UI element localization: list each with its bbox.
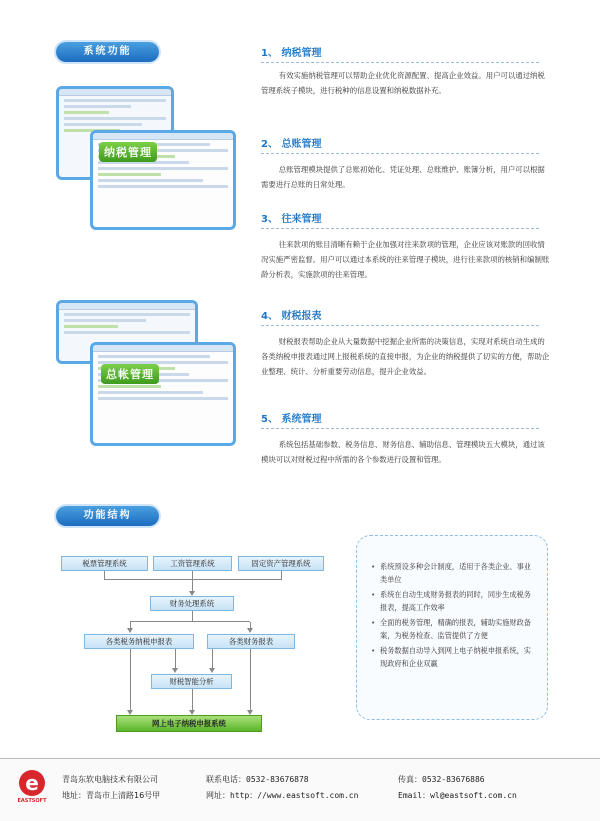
module-3-text: 往来款项的账目清晰有赖于企业加强对往来款项的管理，企业应该对账款的回收情况实施严密监督。用户可以通过本系统的往来管理子模块，进行往来款项的核销和编制账龄分析表，实施款项的往来管理。: [261, 240, 550, 279]
bullet-item: • 税务数据自动导入到网上电子纳税申报系统，实现政府和企业双赢: [371, 644, 537, 670]
module-4-title: 4、 财税报表: [261, 311, 322, 322]
features-section-header: 系统功能: [56, 42, 159, 62]
company-name: 青岛东软电脑技术有限公司: [62, 775, 158, 784]
diagram-box-tax-invoice: 税票管理系统: [61, 556, 148, 571]
module-2-text: 总账管理模块提供了总账初始化、凭证处理、总账维护、账簿分析，用户可以根据需要进行总账的日常处理。: [261, 165, 545, 189]
website-link[interactable]: 网址：http：//www.eastsoft.com.cn: [206, 791, 359, 800]
module-5-text: 系统包括基础参数、税务信息、财务信息、辅助信息、管理模块五大模块，通过该模块可以对财税过程中所需的各个参数进行设置和管理。: [261, 440, 545, 464]
svg-text:e: e: [25, 771, 39, 795]
diagram-connector: [104, 571, 105, 579]
diagram-connector: [250, 649, 251, 710]
diagram-connector: [130, 621, 250, 622]
module-1-divider: [261, 62, 539, 63]
diagram-connector: [104, 579, 282, 580]
diagram-box-e-filing: 网上电子纳税申报系统: [116, 715, 262, 732]
diagram-connector: [192, 571, 193, 579]
features-bullet-panel: [356, 535, 548, 720]
module-2-title: 2、 总账管理: [261, 139, 322, 150]
diagram-box-fixed-assets: 固定资产管理系统: [238, 556, 324, 571]
module-4-text: 财税报表帮助企业从大量数据中挖掘企业所需的决策信息，实现对系统自动生成的各类纳税申报表通过网上报税系统的直接申报，为企业的纳税提供了切实的方便，帮助企业整理、统计、分析重要劳动信息，提升企业效益。: [261, 337, 550, 376]
diagram-arrow: [209, 668, 215, 673]
diagram-connector: [175, 649, 176, 669]
company-address: 地址：青岛市上清路16号甲: [62, 791, 161, 800]
diagram-box-financial-reports: 各类财务报表: [207, 634, 295, 649]
bullet-item: • 系统在自动生成财务报表的同时，同步生成税务报表，提高工作效率: [371, 588, 537, 614]
module-3-title: 3、 往来管理: [261, 214, 322, 225]
bullet-item: • 全面的税务管理，精确的报表，辅助实施财政备案，为税务检查、监管提供了方便: [371, 616, 537, 642]
module-4-divider: [261, 325, 539, 326]
diagram-arrow: [247, 628, 253, 633]
diagram-box-analysis: 财税智能分析: [151, 674, 232, 689]
footer: [0, 758, 600, 821]
company-logo: [16, 769, 48, 807]
diagram-connector: [192, 689, 193, 710]
module-1-text: 有效实施纳税管理可以帮助企业优化资源配置、提高企业效益。用户可以通过纳税管理系统子模块，进行税种的信息设置和纳税数据补充。: [261, 71, 545, 95]
diagram-box-tax-reports: 各类税务纳税申报表: [84, 634, 194, 649]
diagram-connector: [281, 571, 282, 579]
diagram-connector: [192, 611, 193, 621]
module-2-divider: [261, 153, 539, 154]
diagram-box-payroll: 工资管理系统: [153, 556, 232, 571]
diagram-box-finance: 财务处理系统: [150, 596, 234, 611]
tax-management-label: 纳税管理: [99, 142, 157, 162]
diagram-arrow: [127, 628, 133, 633]
ledger-label: 总帐管理: [101, 364, 159, 384]
contact-phone: 联系电话：0532-83676878: [206, 775, 309, 784]
module-3-divider: [261, 228, 539, 229]
email-link[interactable]: Email：wl@eastsoft.com.cn: [398, 791, 517, 800]
diagram-connector: [192, 580, 193, 591]
structure-section-header: 功能结构: [56, 506, 159, 526]
diagram-connector: [130, 649, 131, 710]
diagram-arrow: [172, 668, 178, 673]
contact-fax: 传真：0532-83676886: [398, 775, 485, 784]
module-5-divider: [261, 428, 539, 429]
diagram-connector: [212, 649, 213, 669]
ledger-screenshot-front: [90, 342, 236, 446]
module-1-title: 1、 纳税管理: [261, 48, 322, 59]
logo-text: EASTSOFT: [17, 798, 47, 804]
bullet-item: • 系统预设多种会计制度，适用于各类企业、事业类单位: [371, 560, 537, 586]
module-5-title: 5、 系统管理: [261, 414, 322, 425]
